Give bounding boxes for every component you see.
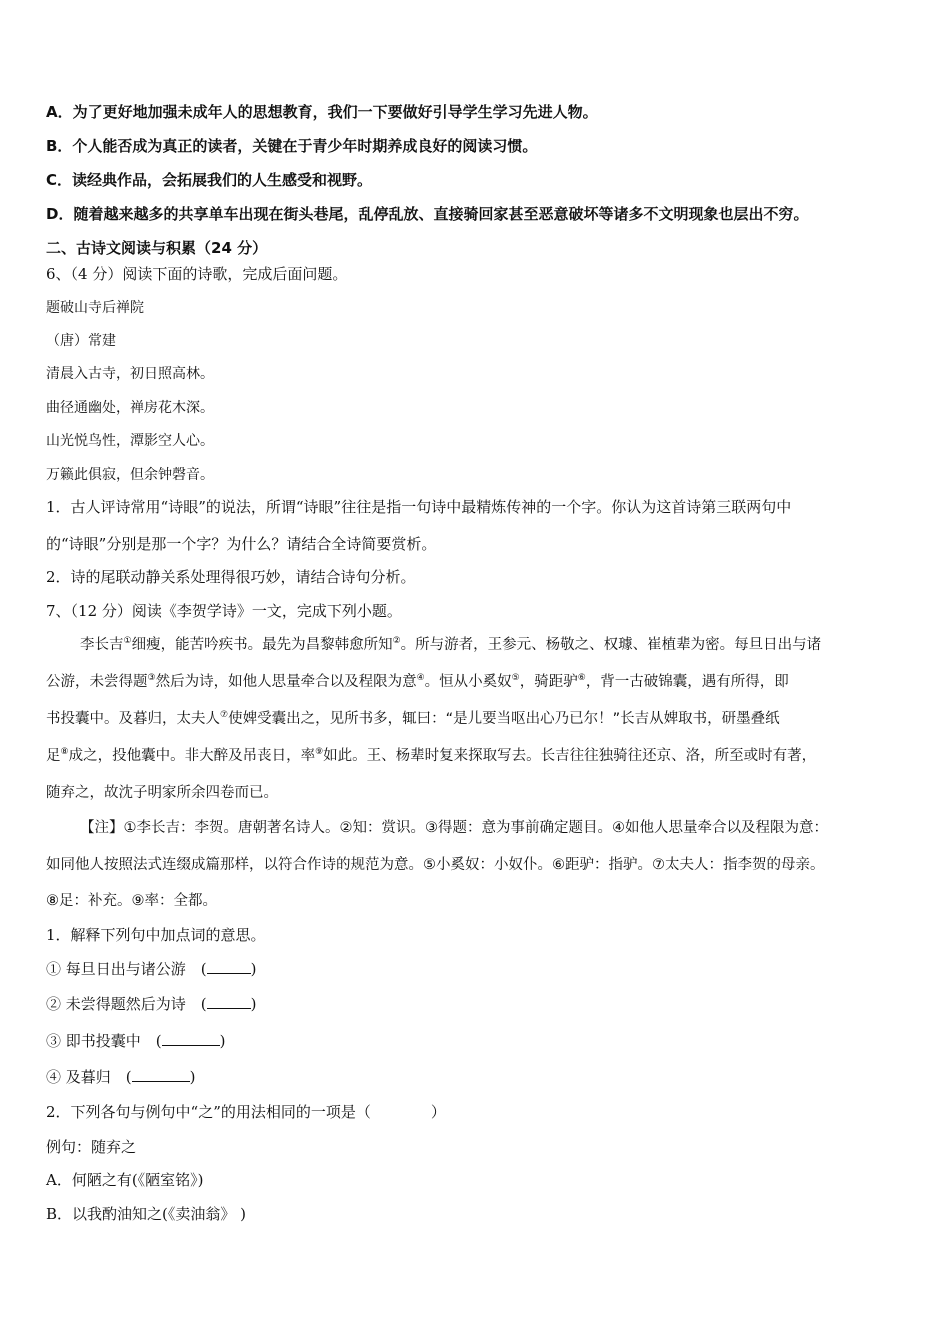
poem-line: 万籁此俱寂，但余钟磬音。 (46, 467, 214, 483)
choice-b: B．以我酌油知之(《卖油翁》 ) (46, 1205, 246, 1223)
notes-line-1: 【注】①李长吉：李贺。唐朝著名诗人。②知：赏识。③得题：意为事前确定题目。④如他人思量牵合以及程限为意： (80, 820, 828, 836)
poem-line: 清晨入古寺，初日照高林。 (46, 366, 214, 382)
example-sentence: 例句：随弃之 (46, 1138, 137, 1156)
q6-sub1-line2: 的“诗眼”分别是那一个字？为什么？请结合全诗简要赏析。 (46, 535, 437, 553)
option-a: A．为了更好地加强未成年人的思想教育，我们一下要做好引导学生学习先进人物。 (46, 103, 598, 121)
q7-item-2: ② 未尝得题然后为诗 ( ) (46, 995, 257, 1013)
poem-line: 曲径通幽处，禅房花木深。 (46, 400, 214, 416)
option-b: B．个人能否成为真正的读者，关键在于青少年时期养成良好的阅读习惯。 (46, 137, 538, 155)
poem-author: （唐）常建 (46, 333, 116, 349)
question-6-title: 6、（4 分）阅读下面的诗歌，完成后面问题。 (46, 265, 348, 283)
q7-sub2: 2．下列各句与例句中“之”的用法相同的一项是（ ） (46, 1103, 446, 1121)
q6-sub1-line1: 1．古人评诗常用“诗眼”的说法，所谓“诗眼”往往是指一句诗中最精炼传神的一个字。你认为这首诗第三联两句中 (46, 498, 792, 516)
poem-line: 山光悦鸟性，潭影空人心。 (46, 433, 214, 449)
passage-line-4: 足⑧成之，投他囊中。非大醉及吊丧日，率⑨如此。王、杨辈时复来探取写去。长吉往往独骑往还京、洛，所至或时有著， (46, 747, 817, 764)
option-c: C．读经典作品，会拓展我们的人生感受和视野。 (46, 171, 373, 189)
passage-line-1: 李长吉①细瘦，能苦吟疾书。最先为昌黎韩愈所知②。所与游者，王参元、杨敬之、权璩、崔植辈为密。每旦日出与诸 (80, 636, 822, 653)
q7-item-1: ① 每旦日出与诸公游 ( ) (46, 960, 257, 978)
section-heading: 二、古诗文阅读与积累（24 分） (46, 239, 268, 257)
question-7-title: 7、（12 分）阅读《李贺学诗》一文，完成下列小题。 (46, 602, 402, 620)
q6-sub2: 2．诗的尾联动静关系处理得很巧妙，请结合诗句分析。 (46, 568, 416, 586)
option-d: D．随着越来越多的共享单车出现在街头巷尾，乱停乱放、直接骑回家甚至恶意破坏等诸多不文明现象也层出不穷。 (46, 205, 809, 223)
passage-line-2: 公游，未尝得题③然后为诗，如他人思量牵合以及程限为意④。恒从小奚奴⑤，骑距驴⑥，背一古破锦囊，遇有所得，即 (46, 673, 789, 690)
notes-line-3: ⑧足：补充。⑨率：全都。 (46, 893, 217, 909)
q7-item-3: ③ 即书投囊中 ( ) (46, 1032, 226, 1050)
passage-line-3: 书投囊中。及暮归，太夫人⑦使婢受囊出之，见所书多，辄曰：“是儿要当呕出心乃已尔！”长吉从婢取书，研墨叠纸 (46, 710, 780, 727)
choice-a: A．何陋之有(《陋室铭》) (46, 1171, 204, 1189)
passage-line-5: 随弃之，故沈子明家所余四卷而已。 (46, 785, 278, 801)
q7-item-4: ④ 及暮归 ( ) (46, 1068, 196, 1086)
poem-title: 题破山寺后禅院 (46, 300, 144, 316)
q7-sub1: 1．解释下列句中加点词的意思。 (46, 926, 266, 944)
notes-line-2: 如同他人按照法式连缀成篇那样，以符合作诗的规范为意。⑤小奚奴：小奴仆。⑥距驴：指驴。⑦太夫人：指李贺的母亲。 (46, 857, 825, 873)
